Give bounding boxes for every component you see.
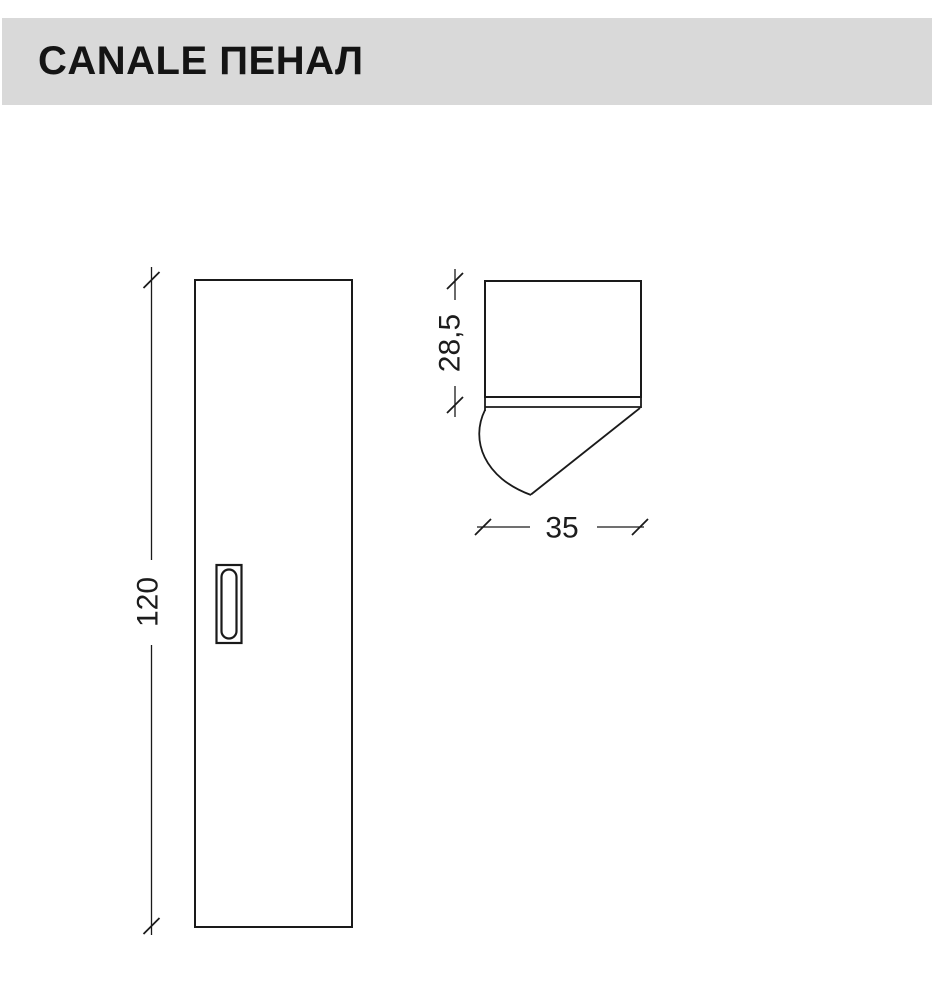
- front-view: [132, 267, 353, 935]
- height-dimension-label: 120: [131, 576, 165, 628]
- height-dimension: [132, 267, 165, 935]
- cabinet-plan-body: [485, 281, 641, 397]
- door-handle: [217, 565, 242, 643]
- width-dimension-label: 35: [545, 511, 579, 545]
- plan-view: [434, 269, 649, 545]
- depth-dimension: [434, 269, 467, 417]
- door-handle-plate: [217, 565, 242, 643]
- open-door-line: [531, 408, 640, 495]
- page-title: CANALE ПЕНАЛ: [38, 39, 364, 83]
- depth-dimension-label: 28,5: [433, 313, 467, 373]
- door-swing-arc: [479, 410, 531, 495]
- door-handle-grip: [222, 570, 237, 639]
- cabinet-front-body: [195, 280, 352, 927]
- width-dimension: [475, 512, 648, 545]
